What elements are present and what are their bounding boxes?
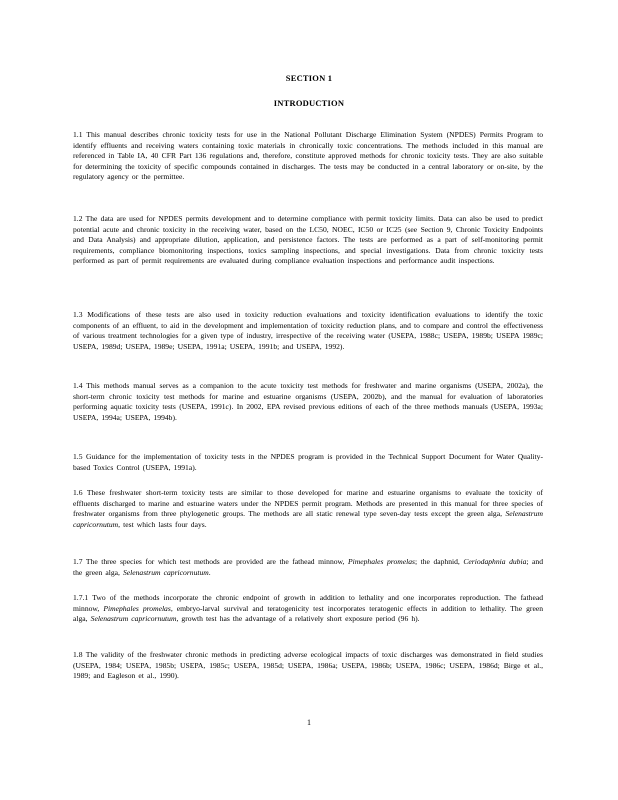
paragraph-1-4 (73, 381, 543, 423)
paragraph-text: 1.8 The validity of the freshwater chronic methods in predicting adverse ecological impacts of toxic discharges was demonstrated in field studies (USEPA, 1984; USEPA, 1985b; USEPA, 1985c; USEPA, 1985d; USEPA, 1986a; USEPA, 1986b; USEPA, 1986c; USEPA, 1986d; Birge et al., 1989; and Eagleson et al., 1990). (73, 650, 543, 681)
species-name: Selenastrum capricornutum (90, 614, 177, 624)
paragraph-text: 1.1 This manual describes chronic toxicity tests for use in the National Pollutant Discharge Elimination System (NPDES) Permits Program to identify effluents and receiving waters containing toxic materials in chronically toxic concentrations. The methods included in this manual are referenced in Table IA, 40 CFR Part 136 regulations and, therefore, constitute approved methods for chronic toxicity tests. They are also suitable for determining the toxicity of specific compounds contained in discharges. The tests may be conducted in a central laboratory or on-site, by the regulatory agency or the permittee. (73, 130, 543, 182)
paragraph-1-2 (73, 214, 543, 267)
paragraph-text: , test which lasts four days. (118, 519, 207, 529)
paragraph-text: 1.5 Guidance for the implementation of toxicity tests in the NPDES program is provided in the Technical Support Document for Water Quality-based Toxics Control (USEPA, 1991a). (73, 452, 543, 472)
paragraph-text: ; and the green alga, (73, 557, 543, 577)
paragraph-1-6 (73, 488, 543, 530)
species-name: Selenastrum capricornutum (122, 567, 209, 577)
paragraph-text: 1.2 The data are used for NPDES permits development and to determine compliance with permit toxicity limits. Data can also be used to predict potential acute and chronic toxicity in the receiving water, based on the LC50, NOEC, IC50 or IC25 (see Section 9, Chronic Toxicity Endpoints and Data Analysis) and appropriate dilution, application, and persistence factors. The tests are performed as a part of self-monitoring permit requirements, compliance biomonitoring inspections, toxics sampling inspections, and special investigations. Data from chronic toxicity tests performed as part of permit requirements are evaluated during compliance evaluation inspections and performance audit inspections. (73, 214, 543, 266)
paragraph-text: 1.7 The three species for which test methods are provided are the fathead minnow, (73, 557, 348, 566)
section-label: SECTION 1 (285, 73, 333, 83)
paragraph-text: 1.4 This methods manual serves as a companion to the acute toxicity test methods for freshwater and marine organisms (USEPA, 2002a), the short-term chronic toxicity test methods for marine and estuarine organisms (USEPA, 2002b), and the manual for evaluation of laboratories performing aquatic toxicity tests (USEPA, 1991c). In 2002, EPA revised previous editions of each of the three methods manuals (USEPA, 1993a; USEPA, 1994a; USEPA, 1994b). (73, 381, 543, 422)
paragraph-1-3 (73, 310, 543, 352)
species-name: Selenastrum capricornutum (73, 509, 543, 529)
paragraph-text: 1.3 Modifications of these tests are also used in toxicity reduction evaluations and toxicity identification evaluations to identify the toxic components of an effluent, to aid in the development and implementation of toxicity reduction plans, and to compare and control the effectiveness of various treatment technologies for a given type of industry, irrespective of the receiving water (USEPA, 1988c; USEPA, 1989b; USEPA 1989c; USEPA, 1989d; USEPA, 1989e; USEPA, 1991a; USEPA, 1991b; and USEPA, 1992). (73, 310, 543, 351)
section-title: INTRODUCTION (273, 98, 345, 108)
paragraph-1-7 (73, 557, 543, 578)
paragraph-text: , growth test has the advantage of a relatively short exposure period (96 h). (176, 614, 420, 624)
species-name: Pimephales promelas (348, 557, 415, 566)
species-name: Pimephales promelas (103, 603, 171, 613)
paragraph-text: 1.7.1 Two of the methods incorporate the chronic endpoint of growth in addition to lethality and one incorporates reproduction. The fathead minnow, (73, 593, 543, 613)
paragraph-1-1 (73, 130, 543, 183)
paragraph-1-7-1 (73, 593, 543, 625)
paragraph-text: 1.6 These freshwater short-term toxicity tests are similar to those developed for marine and estuarine organisms to evaluate the toxicity of effluents discharged to marine and estuarine waters under the NPDES permit program. Methods are presented in this manual for three species of freshwater organisms from three phylogenetic groups. The methods are all static renewal type seven-day tests except the green alga, (73, 488, 543, 519)
page-number: 1 (307, 718, 311, 727)
paragraph-text: ; the daphnid, (414, 557, 464, 566)
paragraph-text: . (208, 567, 211, 577)
paragraph-1-5 (73, 452, 543, 473)
paragraph-text: , embryo-larval survival and teratogenicity test incorporates teratogenic effects in addition to lethality. The green alga, (73, 603, 543, 624)
paragraph-1-8 (73, 650, 543, 682)
species-name: Ceriodaphnia dubia (463, 557, 527, 566)
